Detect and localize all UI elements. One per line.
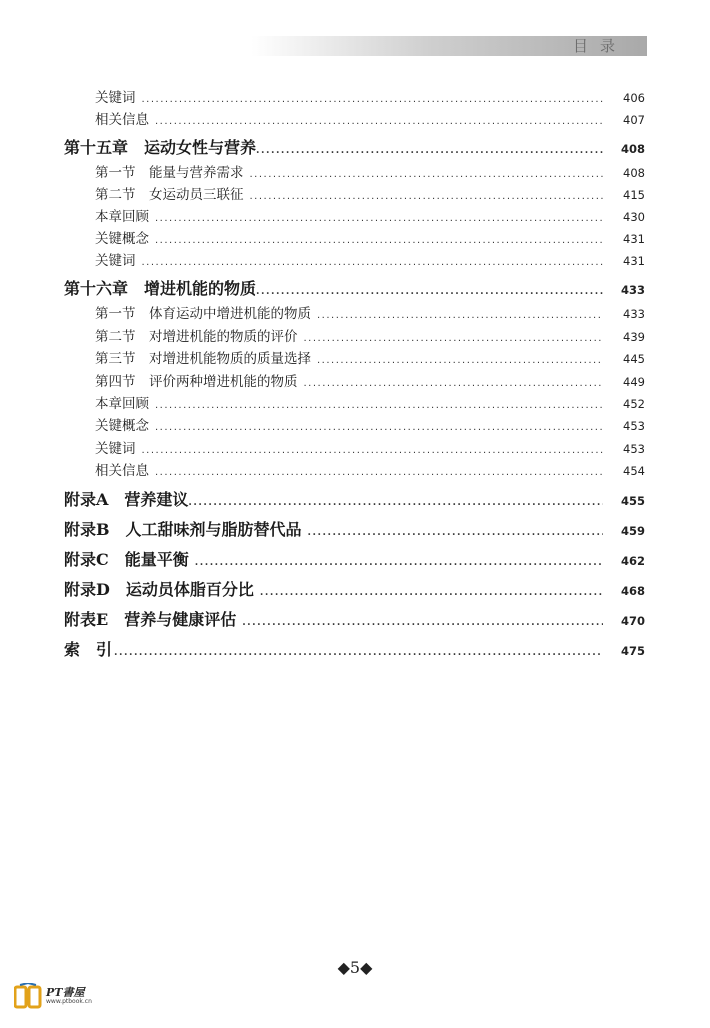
toc-appendix-title: 附录D 运动员体脂百分比 — [64, 580, 254, 599]
toc-entry-title: 第四节 评价两种增进机能的物质 — [95, 374, 298, 390]
dot-leader — [317, 355, 603, 366]
dot-leader — [304, 378, 604, 389]
toc-entry-title: 关键词 — [95, 90, 136, 106]
dot-leader — [155, 213, 603, 224]
publisher-logo — [14, 983, 92, 1009]
dot-leader — [142, 445, 604, 456]
toc-entry-title: 相关信息 — [95, 463, 149, 479]
dot-leader — [260, 587, 603, 598]
toc-entry-page: 415 — [623, 188, 645, 202]
dot-leader — [256, 286, 603, 297]
toc-entry[interactable] — [95, 249, 645, 271]
toc-entry-page: 433 — [620, 283, 645, 297]
dot-leader — [142, 94, 604, 105]
dot-leader — [142, 257, 604, 268]
toc-appendix[interactable] — [64, 637, 645, 659]
toc-chapter[interactable] — [64, 276, 645, 298]
toc-entry[interactable] — [95, 205, 645, 227]
toc-entry-page: 430 — [623, 210, 645, 224]
dot-leader — [188, 497, 603, 508]
dot-leader — [304, 333, 604, 344]
book-icon — [14, 983, 42, 1009]
toc-entry[interactable] — [95, 302, 645, 324]
toc-entry-title: 相关信息 — [95, 112, 149, 128]
toc-appendix[interactable] — [64, 517, 645, 539]
dot-leader — [256, 145, 603, 156]
toc-entry-title: 关键词 — [95, 253, 136, 269]
toc-entry-title: 第二节 对增进机能的物质的评价 — [95, 329, 298, 345]
toc-entry-page: 406 — [623, 91, 645, 105]
toc-entry-page: 408 — [623, 166, 645, 180]
toc-entry[interactable] — [95, 347, 645, 369]
dot-leader — [155, 235, 603, 246]
dot-leader — [317, 310, 603, 321]
toc-entry[interactable] — [95, 325, 645, 347]
toc-entry[interactable] — [95, 161, 645, 183]
dot-leader — [250, 191, 604, 202]
toc-entry[interactable] — [95, 437, 645, 459]
toc-entry-title: 第一节 体育运动中增进机能的物质 — [95, 306, 311, 322]
logo-url: www.ptbook.cn — [46, 997, 92, 1005]
toc-entry-page: 431 — [623, 254, 645, 268]
toc-appendix[interactable] — [64, 577, 645, 599]
toc-appendix-title: 附录A 营养建议 — [64, 490, 189, 509]
toc-chapter-title: 第十五章 运动女性与营养 — [64, 138, 257, 157]
dot-leader — [155, 400, 603, 411]
dot-leader — [155, 116, 603, 127]
toc-entry-page: 459 — [620, 524, 645, 538]
toc-entry-page: 445 — [623, 352, 645, 366]
toc-entry-title: 本章回顾 — [95, 396, 149, 412]
dot-leader — [114, 647, 603, 658]
toc-appendix-title: 附录C 能量平衡 — [64, 550, 189, 569]
toc-entry-title: 本章回顾 — [95, 209, 149, 225]
toc-entry[interactable] — [95, 108, 645, 130]
toc-entry-page: 470 — [620, 614, 645, 628]
toc-entry-title: 第三节 对增进机能物质的质量选择 — [95, 351, 311, 367]
toc-entry-page: 449 — [623, 375, 645, 389]
toc-entry-page: 454 — [623, 464, 645, 478]
toc-entry-title: 第二节 女运动员三联征 — [95, 187, 244, 203]
header-title: 目录 — [572, 37, 627, 55]
toc-entry-page: 453 — [623, 442, 645, 456]
toc-entry-title: 关键概念 — [95, 231, 149, 247]
toc-appendix-title: 索 引 — [64, 640, 113, 659]
toc-entry-title: 关键概念 — [95, 418, 149, 434]
toc-entry[interactable] — [95, 86, 645, 108]
toc-entry-page: 439 — [623, 330, 645, 344]
toc-chapter-title: 第十六章 增进机能的物质 — [64, 279, 257, 298]
dot-leader — [195, 557, 603, 568]
logo-name: PT書屋 — [46, 985, 85, 999]
dot-leader — [155, 422, 603, 433]
dot-leader — [155, 467, 603, 478]
toc-entry[interactable] — [95, 392, 645, 414]
toc-entry[interactable] — [95, 459, 645, 481]
page-number: ◆5◆ — [337, 958, 373, 977]
toc-entry[interactable] — [95, 183, 645, 205]
toc-appendix[interactable] — [64, 547, 645, 569]
toc-entry[interactable] — [95, 227, 645, 249]
toc-chapter[interactable] — [64, 135, 645, 157]
dot-leader — [250, 169, 604, 180]
toc-entry-page: 462 — [620, 554, 645, 568]
toc-appendix-title: 附录B 人工甜味剂与脂肪替代品 — [64, 520, 302, 539]
toc-appendix[interactable] — [64, 487, 645, 509]
toc-entry-title: 关键词 — [95, 441, 136, 457]
toc-entry-page: 453 — [623, 419, 645, 433]
toc-appendix-title: 附表E 营养与健康评估 — [64, 610, 237, 629]
toc-entry[interactable] — [95, 414, 645, 436]
header-band — [251, 36, 647, 56]
toc-entry-page: 475 — [620, 644, 645, 658]
toc-entry-page: 431 — [623, 232, 645, 246]
toc-entry[interactable] — [95, 370, 645, 392]
dot-leader — [242, 617, 603, 628]
toc-entry-page: 455 — [620, 494, 645, 508]
toc-entry-page: 407 — [623, 113, 645, 127]
toc-appendix[interactable] — [64, 607, 645, 629]
toc-entry-page: 468 — [620, 584, 645, 598]
toc-entry-title: 第一节 能量与营养需求 — [95, 165, 244, 181]
toc-entry-page: 433 — [623, 307, 645, 321]
toc-entry-page: 452 — [623, 397, 645, 411]
dot-leader — [308, 527, 603, 538]
toc-entry-page: 408 — [620, 142, 645, 156]
